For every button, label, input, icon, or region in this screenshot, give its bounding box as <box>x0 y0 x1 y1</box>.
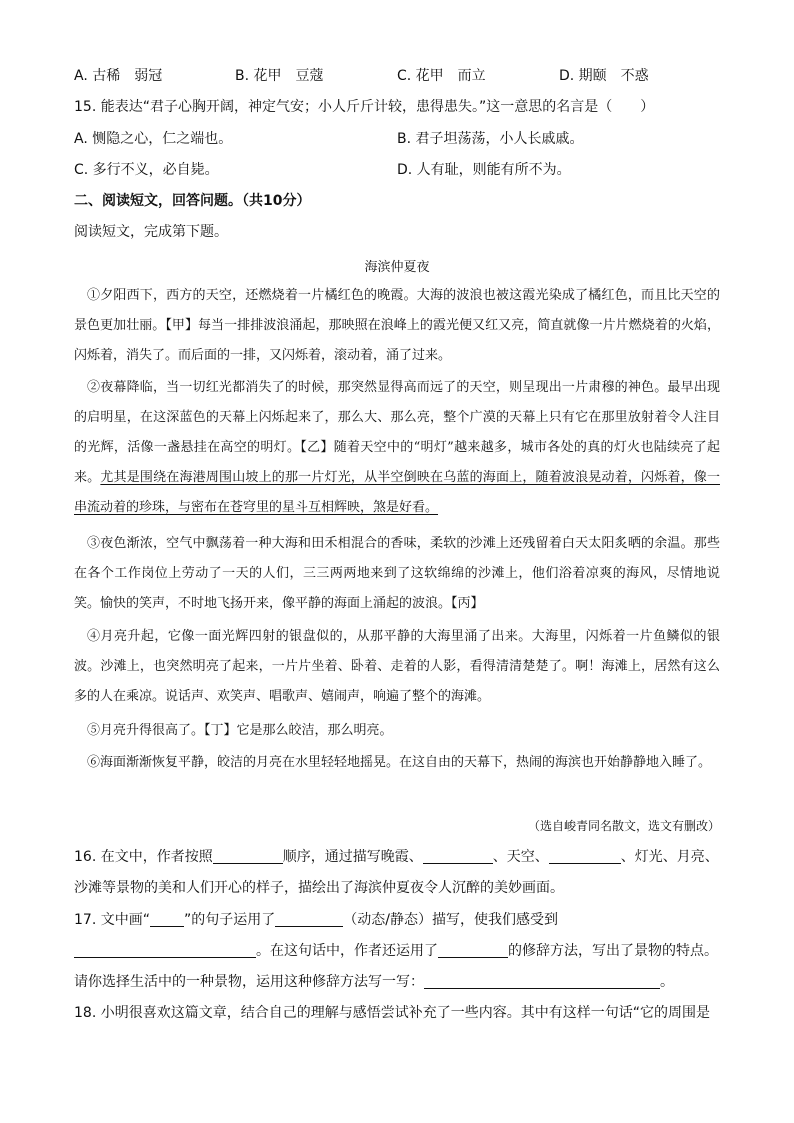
q17-text-4: 。在这句话中，作者还运用了 <box>256 943 438 959</box>
passage-source: （选自峻青同名散文，选文有删改） <box>527 819 720 833</box>
q17-line-2 <box>74 941 718 961</box>
q17-blank-description[interactable] <box>275 912 343 927</box>
paragraph-4: ④月亮升起，它像一面光辉四射的银盘似的，从那平静的大海里涌了出来。大海里，闪烁着一片鱼鳞似的银波。沙滩上，也突然明亮了起来，一片片坐着、卧着、走着的人影，看得清清楚楚了。啊！海滩上，居然有这么多的人在乘凉。说话声、欢笑声、唱歌声、嬉闹声，响遍了整个的海滩。 <box>74 629 720 704</box>
q16-line-2: 沙滩等景物的美和人们开心的样子，描绘出了海滨仲夏夜令人沉醉的美妙画面。 <box>74 880 564 896</box>
q14-option-b: B. 花甲 豆蔻 <box>235 68 324 84</box>
q17-text-1: 17. 文中画“ <box>74 912 150 928</box>
paragraph-2-text: ②夜幕降临，当一切红光都消失了的时候，那突然显得高而远了的天空，则呈现出一片肃穆的神色。最早出现的启明星，在这深蓝色的天幕上闪烁起来了，那么大、那么亮，整个广漠的天幕上只有它在那里放射着令人注目的光辉，活像一盏悬挂在高空的明灯。【乙】随着天空中的“明灯”越来越多，城市各处的真的灯火也陆续亮了起来。 <box>74 380 720 485</box>
q17-blank-marker[interactable] <box>150 912 184 927</box>
q16-text-3: 、天空、 <box>492 849 549 865</box>
q14-option-c: C. 花甲 而立 <box>397 68 486 84</box>
q16-blank-3[interactable] <box>549 849 621 864</box>
paragraph-5: ⑤月亮升得很高了。【丁】它是那么皎洁，那么明亮。 <box>87 723 393 738</box>
q17-text-3: （动态/静态）描写，使我们感受到 <box>343 912 558 928</box>
q16-text-2: 顺序，通过描写晚霞、 <box>282 849 423 865</box>
section-intro: 阅读短文，完成第下题。 <box>74 224 228 240</box>
q16-blank-2[interactable] <box>423 849 493 864</box>
passage-title: 海滨仲夏夜 <box>364 260 430 275</box>
section-heading: 二、阅读短文，回答问题。（共10分） <box>74 193 311 209</box>
paragraph-3: ③夜色渐浓，空气中飘荡着一种大海和田禾相混合的香味，柔软的沙滩上还残留着白天太阳炙晒的余温。那些在各个工作岗位上劳动了一天的人们，三三两两地来到了这软绵绵的沙滩上，他们浴着凉爽的海风，尽情地说笑。愉快的笑声，不时地飞扬开来，像平静的海面上涌起的波浪。【丙】 <box>74 536 720 611</box>
paragraph-2 <box>74 373 720 523</box>
underlined-sentence: 尤其是围绕在海港周围山坡上的那一片灯光，从半空倒映在乌蓝的海面上，随着波浪晃动着，闪烁着，像一串流动着的珍珠，与密布在苍穹里的星斗互相辉映，煞是好看。 <box>74 470 720 515</box>
q16-blank-1[interactable] <box>213 849 283 864</box>
q17-text-6: 请你选择生活中的一种景物，运用这种修辞方法写一写： <box>74 974 424 990</box>
q16-text-4: 、灯光、月亮、 <box>620 849 719 865</box>
q15-option-a: A. 恻隐之心，仁之端也。 <box>74 131 233 147</box>
q17-blank-writing[interactable] <box>424 974 660 989</box>
q17-blank-feeling[interactable] <box>74 943 256 958</box>
q16-text-1: 16. 在文中，作者按照 <box>74 849 213 865</box>
q17-text-2: ”的句子运用了 <box>183 912 276 928</box>
q18-line-1: 18. 小明很喜欢这篇文章，结合自己的理解与感悟尝试补充了一些内容。其中有这样一句话“它的周围是 <box>74 1005 710 1021</box>
q15-option-d: D. 人有耻，则能有所不为。 <box>397 162 571 178</box>
q17-text-5: 的修辞方法，写出了景物的特点。 <box>508 943 718 959</box>
q17-blank-rhetoric[interactable] <box>438 943 508 958</box>
q15-option-c: C. 多行不义，必自毙。 <box>74 162 219 178</box>
q17-line-3 <box>74 972 674 992</box>
q17-line-1 <box>74 910 558 930</box>
q17-text-7: 。 <box>660 974 674 990</box>
q14-option-a: A. 古稀 弱冠 <box>74 68 163 84</box>
q16-line-1 <box>74 847 719 867</box>
q15-option-b: B. 君子坦荡荡，小人长戚戚。 <box>397 131 584 147</box>
paragraph-1: ①夕阳西下，西方的天空，还燃烧着一片橘红色的晚霞。大海的波浪也被这霞光染成了橘红色，而且比天空的景色更加壮丽。【甲】每当一排排波浪涌起，那映照在浪峰上的霞光便又红又亮，简直就像一片片燃烧着的火焰，闪烁着，消失了。而后面的一排，又闪烁着，滚动着，涌了过来。 <box>74 288 720 363</box>
q15-stem: 15. 能表达“君子心胸开阔，神定气安；小人斤斤计较，患得患失。”这一意思的名言是（ ） <box>74 99 655 115</box>
q14-option-d: D. 期颐 不惑 <box>559 68 649 84</box>
paragraph-6: ⑥海面渐渐恢复平静，皎洁的月亮在水里轻轻地摇晃。在这自由的天幕下，热闹的海滨也开始静静地入睡了。 <box>87 755 712 770</box>
